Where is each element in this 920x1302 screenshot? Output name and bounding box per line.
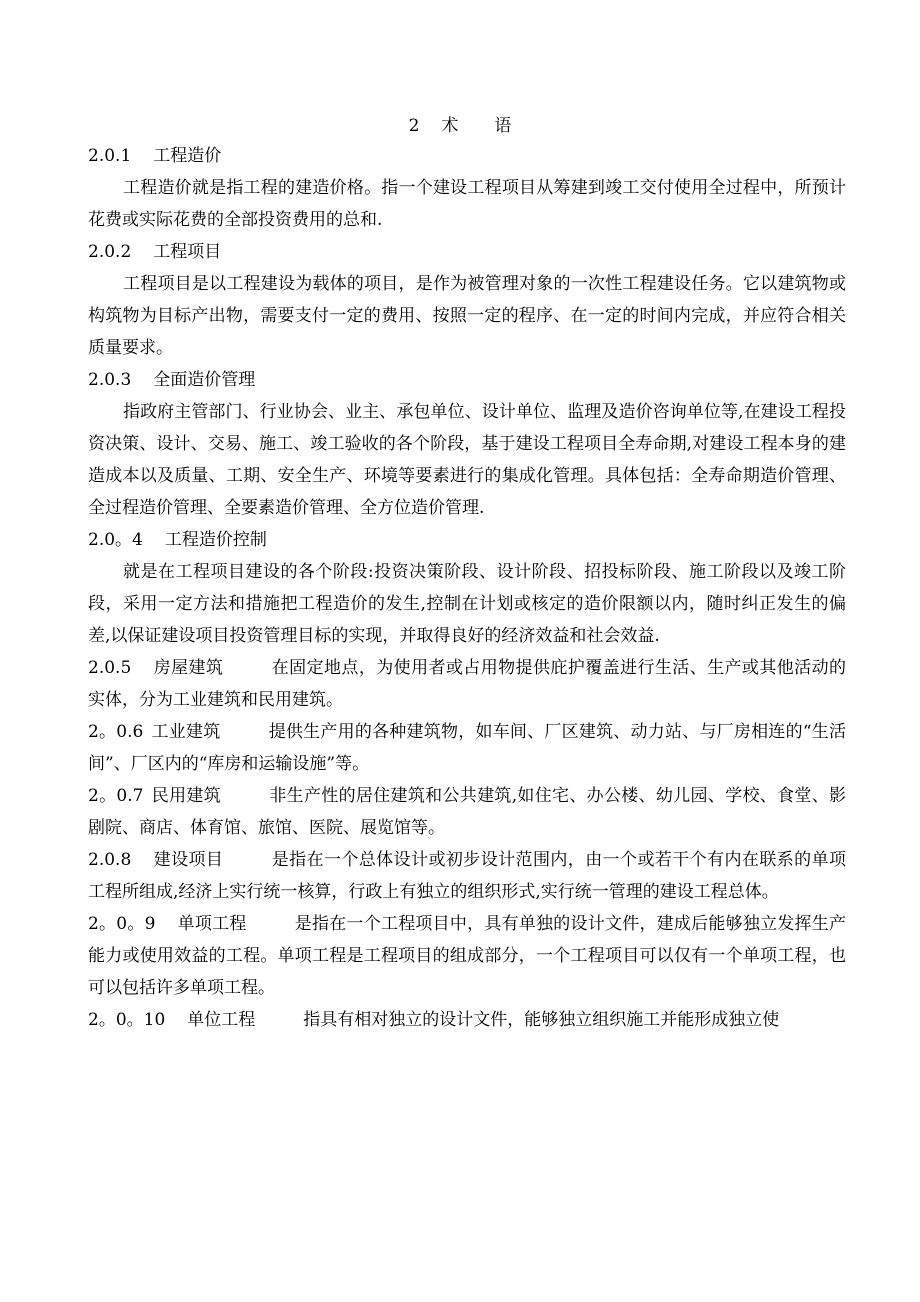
entry-term: 民用建筑 — [151, 786, 222, 806]
entry-definition: 提供生产用的各种建筑物，如车间、厂区建筑、动力站、与厂房相连的“生活间”、厂区内的“库房和运输设施”等。 — [88, 722, 846, 774]
section-term: 工程造价 — [153, 146, 222, 166]
section-number: 2.0。4 — [88, 530, 143, 550]
entry-definition: 是指在一个总体设计或初步设计范围内，由一个或若干个有内在联系的单项工程所组成,经济上实行统一核算，行政上有独立的组织形式,实行统一管理的建设工程总体。 — [88, 850, 847, 902]
entry-term: 房屋建筑 — [153, 658, 224, 678]
definition-entry — [88, 908, 846, 1004]
entry-term: 工业建筑 — [151, 722, 221, 742]
section-number: 2.0.3 — [88, 370, 132, 390]
chapter-title — [0, 113, 920, 139]
section-paragraph: 工程造价就是指工程的建造价格。指一个建设工程项目从筹建到竣工交付使用全过程中，所预计花费或实际花费的全部投资费用的总和. — [88, 178, 846, 230]
section-term: 工程造价控制 — [164, 530, 267, 550]
chapter-number: 2 — [408, 116, 420, 136]
definition-entry — [88, 844, 846, 908]
entry-number: 2.0.8 — [88, 850, 132, 870]
section-heading — [88, 140, 846, 172]
definition-entry — [88, 780, 846, 844]
entry-number: 2。0.6 — [88, 722, 144, 742]
section-number: 2.0.2 — [88, 242, 132, 262]
entry-definition: 指具有相对独立的设计文件，能够独立组织施工并能形成独立使 — [303, 1010, 780, 1030]
entry-term: 单项工程 — [177, 914, 247, 934]
chapter-title-char-2: 语 — [494, 116, 512, 136]
definition-entry — [88, 652, 846, 716]
section-number: 2.0.1 — [88, 146, 132, 166]
entry-number: 2.0.5 — [88, 658, 132, 678]
entry-number: 2。0。10 — [88, 1010, 166, 1030]
entry-definition: 非生产性的居住建筑和公共建筑,如住宅、办公楼、幼儿园、学校、食堂、影剧院、商店、体育馆、旅馆、医院、展览馆等。 — [88, 786, 847, 838]
section-paragraph: 工程项目是以工程建设为载体的项目，是作为被管理对象的一次性工程建设任务。它以建筑物或构筑物为目标产出物，需要支付一定的费用、按照一定的程序、在一定的时间内完成，并应符合相关质量要求。 — [88, 274, 846, 358]
section-heading — [88, 236, 846, 268]
entry-number: 2。0.7 — [88, 786, 144, 806]
definition-entry — [88, 1004, 846, 1036]
section-paragraph: 就是在工程项目建设的各个阶段:投资决策阶段、设计阶段、招投标阶段、施工阶段以及竣工阶段，采用一定方法和措施把工程造价的发生,控制在计划或核定的造价限额以内，随时纠正发生的偏差,以保证建设项目投资管理目标的实现，并取得良好的经济效益和社会效益. — [88, 562, 846, 646]
entry-definition: 在固定地点，为使用者或占用物提供庇护覆盖进行生活、生产或其他活动的实体，分为工业建筑和民用建筑。 — [88, 658, 847, 710]
section-term: 全面造价管理 — [153, 370, 256, 390]
section-paragraph: 指政府主管部门、行业协会、业主、承包单位、设计单位、监理及造价咨询单位等,在建设工程投资决策、设计、交易、施工、竣工验收的各个阶段，基于建设工程项目全寿命期,对建设工程本身的建造成本以及质量、工期、安全生产、环境等要素进行的集成化管理。具体包括：全寿命期造价管理、全过程造价管理、全要素造价管理、全方位造价管理. — [88, 402, 846, 518]
entry-term: 建设项目 — [153, 850, 224, 870]
section-term: 工程项目 — [153, 242, 222, 262]
section-heading — [88, 364, 846, 396]
entry-term: 单位工程 — [187, 1010, 256, 1030]
document-body — [88, 140, 846, 1036]
entry-definition: 是指在一个工程项目中，具有单独的设计文件，建成后能够独立发挥生产能力或使用效益的工程。单项工程是工程项目的组成部分，一个工程项目可以仅有一个单项工程，也可以包括许多单项工程。 — [88, 914, 847, 998]
entry-number: 2。0。9 — [88, 914, 156, 934]
chapter-title-char-1: 术 — [441, 116, 459, 136]
section-heading — [88, 524, 846, 556]
definition-entry — [88, 716, 846, 780]
